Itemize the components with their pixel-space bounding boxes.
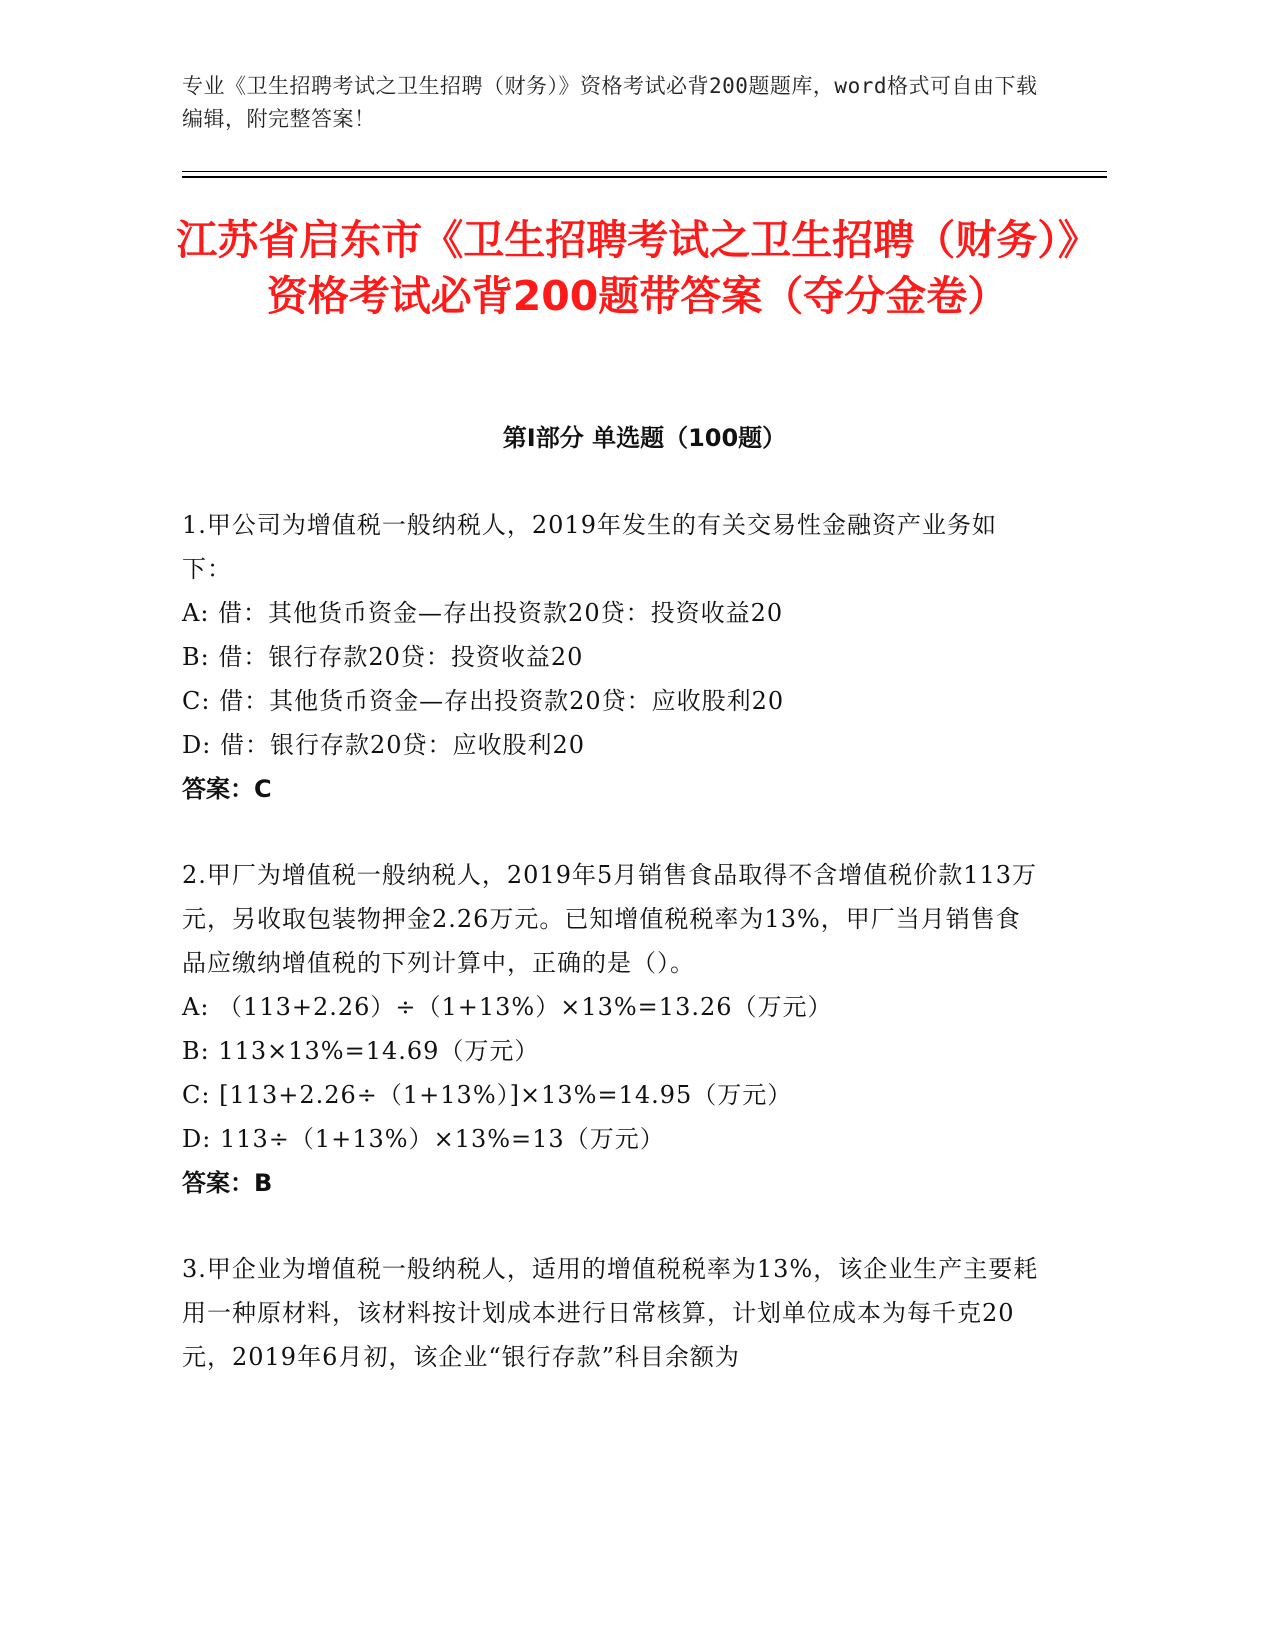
question-text: 2.甲厂为增值税一般纳税人，2019年5月销售食品取得不含增值税价款113万元，另收取包装物押金2.26万元。已知增值税税率为13%，甲厂当月销售食品应缴纳增值税的下列计算中，正确的是（）。 xyxy=(182,861,1038,977)
header-divider-thin xyxy=(182,171,1107,172)
question-1 xyxy=(182,503,1042,811)
option-b: B: 借：银行存款20贷：投资收益20 xyxy=(182,643,584,671)
option-d: D: 113÷（1+13%）×13%=13（万元） xyxy=(182,1125,665,1153)
question-3 xyxy=(182,1247,1042,1379)
answer-value: B xyxy=(254,1169,273,1197)
document-title: 江苏省启东市《卫生招聘考试之卫生招聘（财务）》资格考试必背200题带答案（夺分金卷） xyxy=(176,216,1099,320)
answer-line xyxy=(182,767,1042,811)
question-list xyxy=(182,503,1042,1421)
answer-label: 答案： xyxy=(182,1169,254,1197)
header-note: 专业《卫生招聘考试之卫生招聘（财务）》资格考试必背200题题库，word格式可自由下载编辑，附完整答案！ xyxy=(182,74,1038,131)
option-b: B: 113×13%=14.69（万元） xyxy=(182,1037,540,1065)
section-title: 第I部分 单选题（100题） xyxy=(502,424,787,452)
question-text: 3.甲企业为增值税一般纳税人，适用的增值税税率为13%，该企业生产主要耗用一种原材料，该材料按计划成本进行日常核算，计划单位成本为每千克20元，2019年6月初，该企业“银行存款”科目余额为 xyxy=(182,1255,1039,1371)
option-a: A: 借：其他货币资金—存出投资款20贷：投资收益20 xyxy=(182,599,784,627)
option-d: D: 借：银行存款20贷：应收股利20 xyxy=(182,731,586,759)
answer-line xyxy=(182,1161,1042,1205)
option-c: C: 借：其他货币资金—存出投资款20贷：应收股利20 xyxy=(182,687,785,715)
option-a: A: （113+2.26）÷（1+13%）×13%=13.26（万元） xyxy=(182,993,833,1021)
answer-value: C xyxy=(254,775,272,803)
answer-label: 答案： xyxy=(182,775,254,803)
header-divider-thick xyxy=(182,176,1107,178)
question-2 xyxy=(182,853,1042,1205)
question-text: 1.甲公司为增值税一般纳税人，2019年发生的有关交易性金融资产业务如下： xyxy=(182,511,997,583)
option-c: C: [113+2.26÷（1+13%）]×13%=14.95（万元） xyxy=(182,1081,793,1109)
